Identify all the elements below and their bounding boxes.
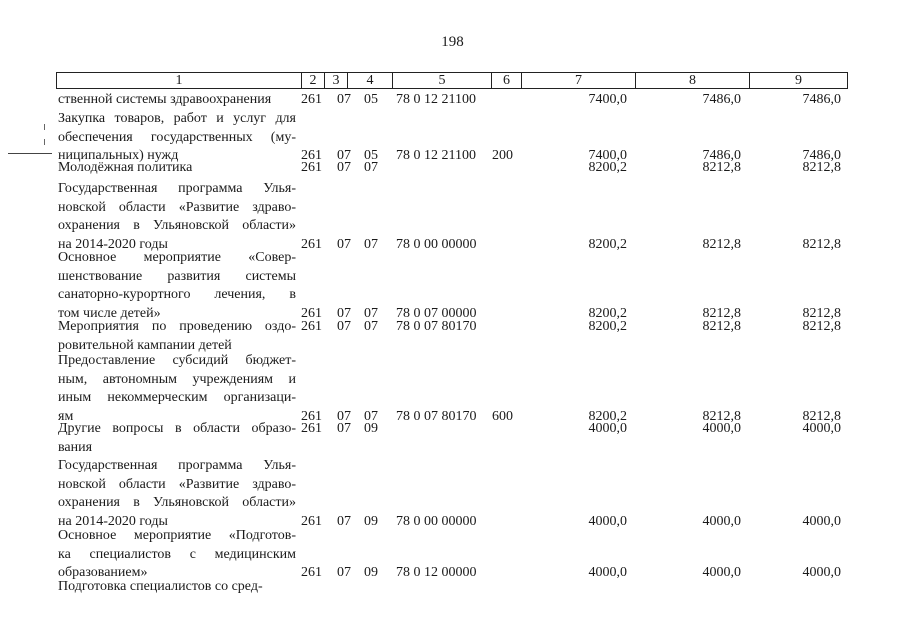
amount-col-8: 8212,8 bbox=[702, 306, 741, 321]
amount-col-9: 8212,8 bbox=[802, 409, 841, 424]
description-line: на 2014-2020 годы bbox=[58, 236, 168, 252]
header-col-7: 7 bbox=[521, 73, 635, 88]
amount-col-7: 8200,2 bbox=[588, 306, 627, 321]
amount-col-8: 4000,0 bbox=[702, 565, 741, 580]
margin-tick bbox=[44, 139, 45, 145]
department-code: 261 bbox=[301, 565, 322, 580]
subsection-code: 05 bbox=[364, 92, 378, 107]
department-code: 261 bbox=[301, 421, 322, 436]
description-line: иным некоммерческим организаци- bbox=[58, 390, 296, 406]
description-line: обеспечения государственных (му- bbox=[58, 129, 296, 145]
row-description bbox=[58, 159, 296, 178]
header-col-5: 5 bbox=[392, 73, 491, 88]
description-line: Мероприятия по проведению оздо- bbox=[58, 319, 296, 334]
amount-col-7: 4000,0 bbox=[588, 565, 627, 580]
description-line: ям bbox=[58, 408, 74, 424]
amount-col-9: 4000,0 bbox=[802, 421, 841, 436]
target-article-code: 78 0 00 00000 bbox=[396, 514, 477, 529]
table-header-row bbox=[56, 72, 848, 89]
row-description bbox=[58, 180, 296, 254]
department-code: 261 bbox=[301, 160, 322, 175]
row-description bbox=[58, 420, 296, 457]
description-line: ным, автономным учреждениям и bbox=[58, 371, 296, 387]
row-description bbox=[58, 578, 296, 597]
section-code: 07 bbox=[337, 148, 351, 163]
amount-col-9: 8212,8 bbox=[802, 237, 841, 252]
amount-col-8: 4000,0 bbox=[702, 421, 741, 436]
department-code: 261 bbox=[301, 409, 322, 424]
section-code: 07 bbox=[337, 237, 351, 252]
description-line: ка специалистов с медицинским bbox=[58, 546, 296, 562]
amount-col-7: 4000,0 bbox=[588, 514, 627, 529]
department-code: 261 bbox=[301, 319, 322, 334]
row-description bbox=[58, 318, 296, 355]
header-col-4: 4 bbox=[347, 73, 392, 88]
row-description bbox=[58, 249, 296, 323]
amount-col-7: 8200,2 bbox=[588, 160, 627, 175]
row-description bbox=[58, 110, 296, 166]
header-col-6: 6 bbox=[491, 73, 521, 88]
margin-mark bbox=[8, 153, 52, 154]
subsection-code: 09 bbox=[364, 514, 378, 529]
description-line: вания bbox=[58, 439, 93, 455]
department-code: 261 bbox=[301, 237, 322, 252]
description-line: Основное мероприятие «Подготов- bbox=[58, 528, 296, 543]
amount-col-7: 8200,2 bbox=[588, 319, 627, 334]
subsection-code: 07 bbox=[364, 409, 378, 424]
expense-type-code: 600 bbox=[492, 409, 513, 424]
amount-col-9: 8212,8 bbox=[802, 306, 841, 321]
description-line: Подготовка специалистов со сред- bbox=[58, 579, 263, 594]
description-line: ственной системы здравоохранения bbox=[58, 92, 272, 107]
row-description bbox=[58, 457, 296, 531]
target-article-code: 78 0 12 21100 bbox=[396, 92, 476, 107]
department-code: 261 bbox=[301, 148, 322, 163]
header-col-8: 8 bbox=[635, 73, 749, 88]
description-line: на 2014-2020 годы bbox=[58, 513, 168, 529]
description-line: том числе детей» bbox=[58, 305, 161, 321]
description-line: Предоставление субсидий бюджет- bbox=[58, 353, 296, 368]
subsection-code: 05 bbox=[364, 148, 378, 163]
description-line: ниципальных) нужд bbox=[58, 148, 179, 164]
amount-col-8: 4000,0 bbox=[702, 514, 741, 529]
target-article-code: 78 0 07 00000 bbox=[396, 306, 477, 321]
description-line: санаторно-курортного лечения, в bbox=[58, 287, 296, 303]
amount-col-7: 7400,0 bbox=[588, 148, 627, 163]
subsection-code: 07 bbox=[364, 306, 378, 321]
target-article-code: 78 0 07 80170 bbox=[396, 409, 477, 424]
row-description bbox=[58, 352, 296, 426]
description-line: ровительной кампании детей bbox=[58, 337, 232, 353]
section-code: 07 bbox=[337, 306, 351, 321]
header-col-9: 9 bbox=[749, 73, 847, 88]
department-code: 261 bbox=[301, 306, 322, 321]
amount-col-8: 8212,8 bbox=[702, 237, 741, 252]
description-line: охранения в Ульяновской области» bbox=[58, 495, 296, 511]
subsection-code: 09 bbox=[364, 421, 378, 436]
section-code: 07 bbox=[337, 92, 351, 107]
expense-type-code: 200 bbox=[492, 148, 513, 163]
target-article-code: 78 0 00 00000 bbox=[396, 237, 477, 252]
amount-col-9: 8212,8 bbox=[802, 319, 841, 334]
target-article-code: 78 0 07 80170 bbox=[396, 319, 477, 334]
section-code: 07 bbox=[337, 409, 351, 424]
target-article-code: 78 0 12 21100 bbox=[396, 148, 476, 163]
header-col-1: 1 bbox=[175, 73, 183, 88]
header-col-2: 2 bbox=[301, 73, 324, 88]
amount-col-7: 4000,0 bbox=[588, 421, 627, 436]
description-line: Другие вопросы в области образо- bbox=[58, 421, 296, 436]
description-line: шенствование развития системы bbox=[58, 268, 296, 284]
header-col-3: 3 bbox=[324, 73, 347, 88]
row-description bbox=[58, 527, 296, 583]
department-code: 261 bbox=[301, 92, 322, 107]
amount-col-9: 4000,0 bbox=[802, 565, 841, 580]
description-line: Молодёжная политика bbox=[58, 160, 193, 175]
description-line: охранения в Ульяновской области» bbox=[58, 218, 296, 234]
amount-col-9: 7486,0 bbox=[802, 148, 841, 163]
amount-col-9: 8212,8 bbox=[802, 160, 841, 175]
section-code: 07 bbox=[337, 514, 351, 529]
description-line: новской области «Развитие здраво- bbox=[58, 199, 296, 215]
description-line: Государственная программа Улья- bbox=[58, 181, 296, 196]
description-line: Основное мероприятие «Совер- bbox=[58, 250, 296, 265]
description-line: образованием» bbox=[58, 565, 148, 581]
section-code: 07 bbox=[337, 421, 351, 436]
amount-col-8: 8212,8 bbox=[702, 319, 741, 334]
department-code: 261 bbox=[301, 514, 322, 529]
margin-tick bbox=[44, 124, 45, 130]
row-description bbox=[58, 91, 296, 110]
amount-col-8: 8212,8 bbox=[702, 160, 741, 175]
amount-col-9: 4000,0 bbox=[802, 514, 841, 529]
subsection-code: 07 bbox=[364, 319, 378, 334]
amount-col-7: 7400,0 bbox=[588, 92, 627, 107]
target-article-code: 78 0 12 00000 bbox=[396, 565, 477, 580]
section-code: 07 bbox=[337, 565, 351, 580]
amount-col-8: 7486,0 bbox=[702, 92, 741, 107]
subsection-code: 07 bbox=[364, 237, 378, 252]
amount-col-9: 7486,0 bbox=[802, 92, 841, 107]
amount-col-7: 8200,2 bbox=[588, 409, 627, 424]
description-line: Закупка товаров, работ и услуг для bbox=[58, 111, 296, 126]
subsection-code: 07 bbox=[364, 160, 378, 175]
subsection-code: 09 bbox=[364, 565, 378, 580]
amount-col-8: 8212,8 bbox=[702, 409, 741, 424]
section-code: 07 bbox=[337, 160, 351, 175]
description-line: Государственная программа Улья- bbox=[58, 458, 296, 473]
section-code: 07 bbox=[337, 319, 351, 334]
amount-col-8: 7486,0 bbox=[702, 148, 741, 163]
page-number: 198 bbox=[441, 34, 464, 50]
description-line: новской области «Развитие здраво- bbox=[58, 476, 296, 492]
amount-col-7: 8200,2 bbox=[588, 237, 627, 252]
